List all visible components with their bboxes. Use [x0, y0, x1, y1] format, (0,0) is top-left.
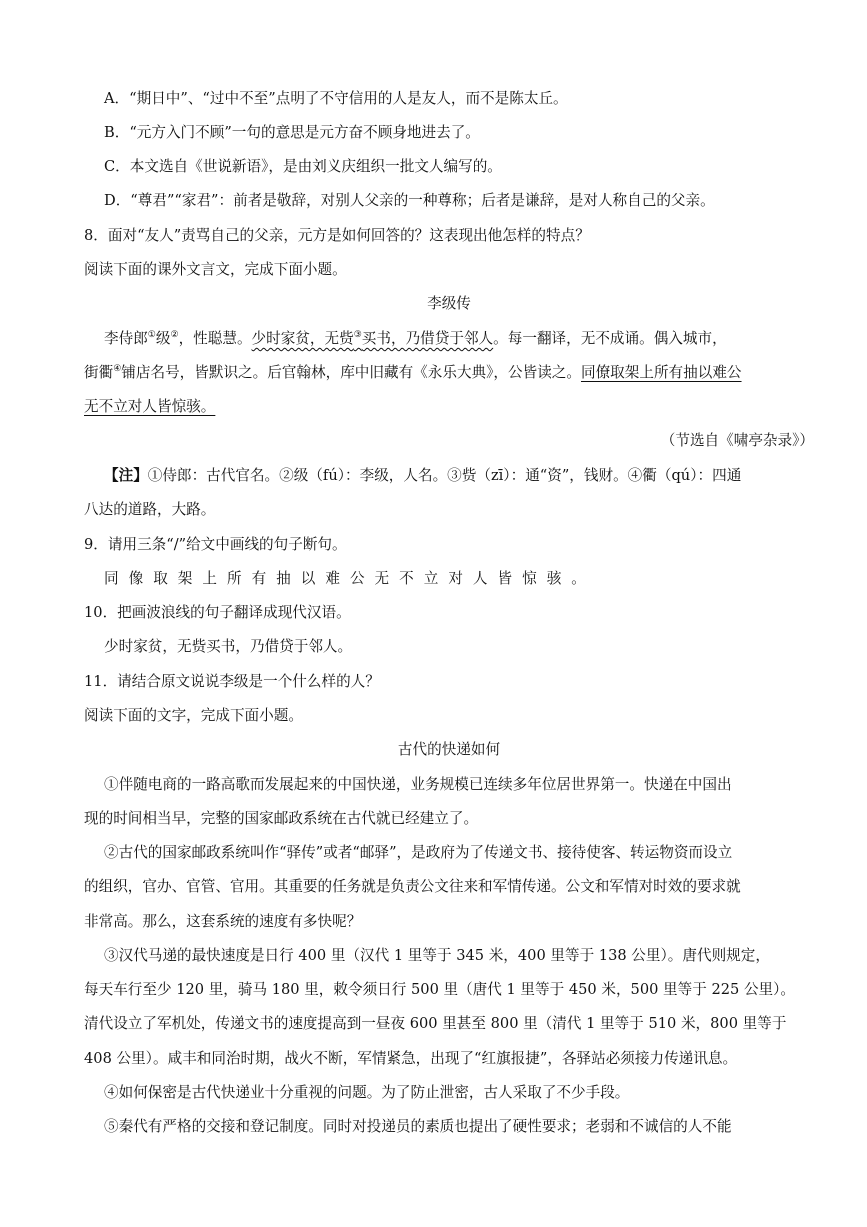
option-d: D．“尊君”“家君”：前者是敬辞，对别人父亲的一种尊称；后者是谦辞，是对人称自己的父亲。: [104, 192, 715, 209]
passage-title-1: 李级传: [427, 295, 471, 312]
passage1-text: 街衢: [84, 364, 114, 381]
passage1-line-1: [104, 329, 814, 349]
question-10: 10．把画波浪线的句子翻译成现代汉语。: [84, 604, 351, 621]
passage1-text: 铺店名号，皆默识之。后官翰林，库中旧藏有《永乐大典》，公皆读之。: [121, 364, 581, 381]
passage2-line: ①伴随电商的一路高歌而发展起来的中国快递，业务规模已连续多年位居世界第一。快递在中国出: [104, 776, 732, 793]
passage2-line: 每天车行至少 120 里，骑马 180 里，敕令须日行 500 里（唐代 1 里等于 450 米，500 里等于 225 公里）。: [84, 981, 796, 998]
passage2-line: 408 公里）。咸丰和同治时期，战火不断，军情紧急，出现了“红旗报捷”，各驿站必须接力传递讯息。: [84, 1050, 738, 1067]
reading-instruction-2: 阅读下面的文字，完成下面小题。: [84, 707, 303, 724]
wavy-underlined-sentence: [252, 330, 494, 347]
passage1-line-3: [84, 397, 814, 417]
reading-instruction-1: 阅读下面的课外文言文，完成下面小题。: [84, 261, 347, 278]
question-10-sentence: 少时家贫，无赀买书，乃借贷于邻人。: [104, 638, 353, 655]
annotation-label: 【注】: [104, 467, 148, 484]
underlined-sentence: 同僚取架上所有抽以难公: [580, 364, 742, 381]
footnote-marker: ②: [170, 330, 179, 341]
passage1-text: 。每一翻译，无不成诵。偶入城市，: [493, 330, 727, 347]
passage2-line: ③汉代马递的最快速度是日行 400 里（汉代 1 里等于 345 米，400 里等于 138 公里）。唐代则规定，: [104, 947, 770, 964]
passage2-line: 非常高。那么，这套系统的速度有多快呢？: [84, 913, 362, 930]
option-b: B．“元方入门不顾”一句的意思是元方奋不顾身地进去了。: [104, 124, 480, 141]
passage1-text: 级: [155, 330, 171, 347]
passage1-line-2: [84, 363, 814, 383]
question-9-sentence: 同像取架上所有抽以难公无不立对人皆惊骇。: [104, 570, 596, 587]
passage2-line: ⑤秦代有严格的交接和登记制度。同时对投递员的素质也提出了硬性要求；老弱和不诚信的人不能: [104, 1118, 732, 1135]
footnote-marker: ③: [353, 330, 362, 341]
passage2-line: 清代设立了军机处，传递文书的速度提高到一昼夜 600 里甚至 800 里（清代 1 里等于 510 米，800 里等于: [84, 1015, 787, 1032]
passage1-text: 李侍郎: [104, 330, 148, 347]
annotation-text: ①侍郎：古代官名。②级（fú）：李级，人名。③赀（zī）：通“资”，钱财。④衢（qú）：四通: [147, 467, 742, 484]
option-c: C．本文选自《世说新语》，是由刘义庆组织一批文人编写的。: [104, 158, 502, 175]
passage1-text: ，性聪慧。: [178, 330, 252, 347]
passage2-line: 现的时间相当早，完整的国家邮政系统在古代就已经建立了。: [84, 810, 479, 827]
option-a: A．“期日中”、“过中不至”点明了不守信用的人是友人，而不是陈太丘。: [104, 90, 568, 107]
footnote-marker: ①: [147, 330, 156, 341]
passage1-text: 买书，乃借贷于邻人: [361, 330, 494, 347]
passage2-line: ②古代的国家邮政系统叫作“驿传”或者“邮驿”，是政府为了传递文书、接待使客、转运物资而设立: [104, 844, 733, 861]
passage2-line: 的组织，官办、官管、官用。其重要的任务就是负责公文往来和军情传递。公文和军情对时效的要求就: [84, 878, 741, 895]
annotation-line-2: 八达的道路，大路。: [84, 501, 216, 518]
question-11: 11．请结合原文说说李级是一个什么样的人？: [84, 673, 380, 690]
footnote-marker: ④: [113, 364, 122, 375]
passage2-line: ④如何保密是古代快递业十分重视的问题。为了防止泄密，古人采取了不少手段。: [104, 1084, 630, 1101]
passage1-text: 少时家贫，无赀: [251, 330, 354, 347]
underlined-sentence: 无不立对人皆惊骇。: [84, 398, 216, 415]
passage-source: （节选自《啸亭杂录》）: [660, 432, 814, 449]
question-9: 9．请用三条“/”给文中画线的句子断句。: [84, 536, 347, 553]
annotation-line-1: [104, 466, 814, 486]
question-8: 8．面对“友人”责骂自己的父亲，元方是如何回答的？这表现出他怎样的特点？: [84, 227, 590, 244]
passage-title-2: 古代的快递如何: [397, 741, 501, 758]
